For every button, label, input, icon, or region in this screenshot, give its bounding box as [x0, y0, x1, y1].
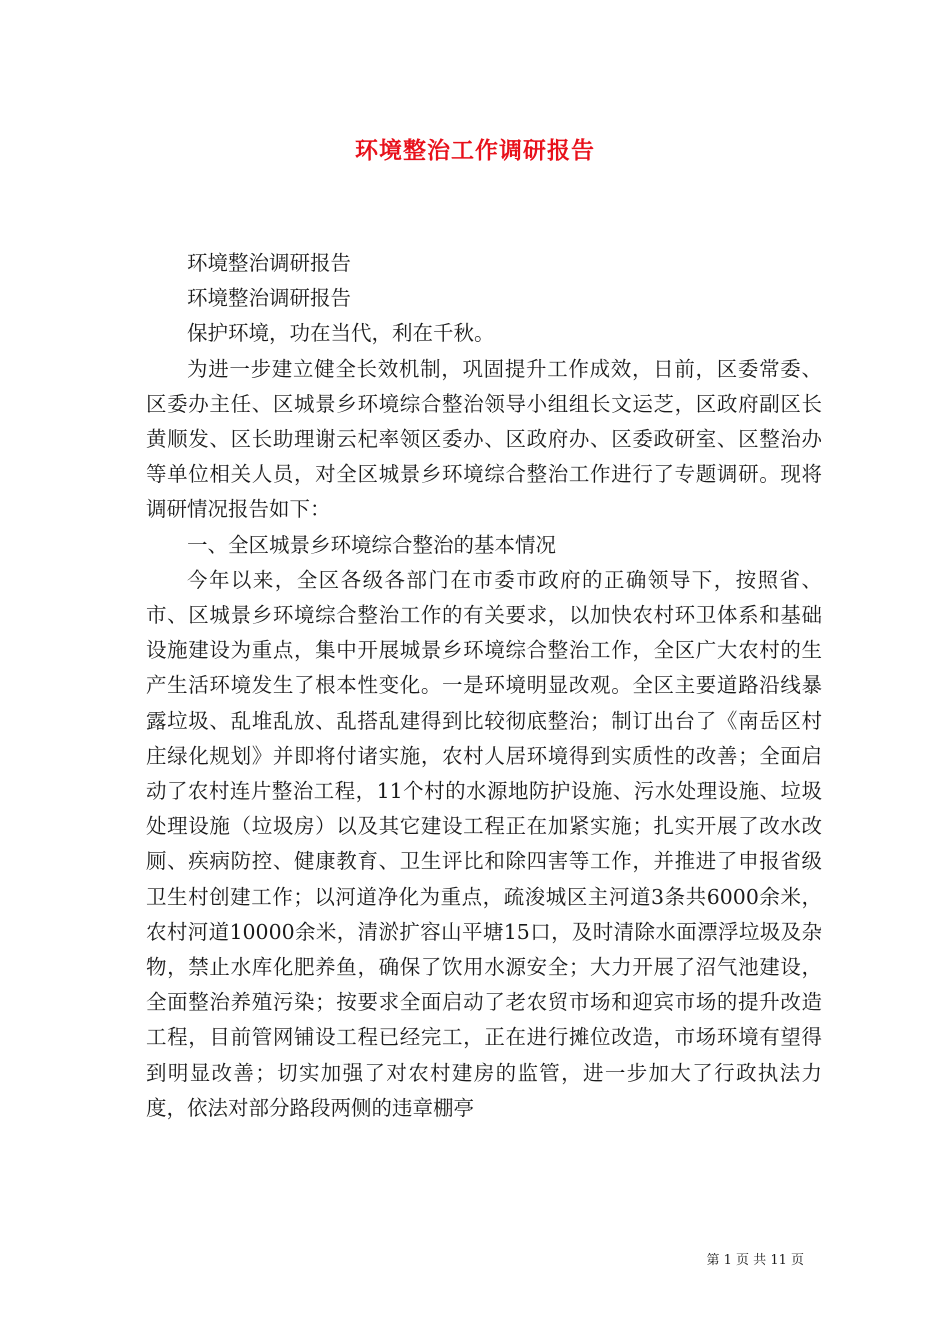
page-number-footer: 第 1 页 共 11 页	[706, 1253, 804, 1268]
paragraph-basic-situation: 今年以来，全区各级各部门在市委市政府的正确领导下，按照省、市、区城景乡环境综合整治工作的有关要求，以加快农村环卫体系和基础设施建设为重点，集中开展城景乡环境综合整治工作，全区广大农村的生产生活环境发生了根本性变化。一是环境明显改观。全区主要道路沿线暴露垃圾、乱堆乱放、乱搭乱建得到比较彻底整治；制订出台了《南岳区村庄绿化规划》并即将付诸实施，农村人居环境得到实质性的改善；全面启动了农村连片整治工程，11个村的水源地防护设施、污水处理设施、垃圾处理设施（垃圾房）以及其它建设工程正在加紧实施；扎实开展了改水改厕、疾病防控、健康教育、卫生评比和除四害等工作，并推进了申报省级卫生村创建工作；以河道净化为重点，疏浚城区主河道3条共6000余米，农村河道10000余米，清淤扩容山平塘15口，及时清除水面漂浮垃圾及杂物，禁止水库化肥养鱼，确保了饮用水源安全；大力开展了沼气池建设，全面整治养殖污染；按要求全面启动了老农贸市场和迎宾市场的提升改造工程，目前管网铺设工程已经完工，正在进行摊位改造，市场环境有望得到明显改善；切实加强了对农村建房的监管，进一步加大了行政执法力度，依法对部分路段两侧的违章棚亭	[146, 567, 822, 1120]
paragraph-subtitle-1: 环境整治调研报告	[187, 251, 351, 275]
paragraph-motto: 保护环境，功在当代，利在千秋。	[187, 321, 495, 346]
document-title: 环境整治工作调研报告	[355, 137, 595, 164]
document-body	[146, 246, 822, 1126]
paragraph-subtitle-2: 环境整治调研报告	[187, 286, 351, 311]
paragraph-intro: 为进一步建立健全长效机制，巩固提升工作成效，日前，区委常委、区委办主任、区城景乡环境综合整治领导小组组长文运芝，区政府副区长黄顺发、区长助理谢云杞率领区委办、区政府办、区委政研室、区整治办等单位相关人员，对全区城景乡环境综合整治工作进行了专题调研。现将调研情况报告如下：	[146, 356, 822, 522]
section-heading-1: 一、全区城景乡环境综合整治的基本情况	[187, 532, 556, 557]
